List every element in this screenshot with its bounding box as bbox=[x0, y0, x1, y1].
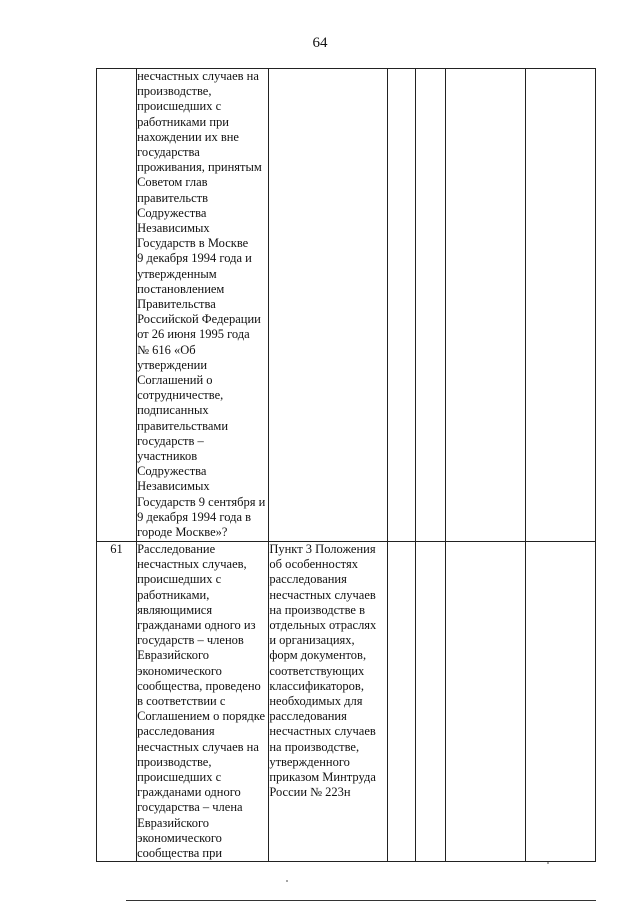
question-text-line: нахождении их вне bbox=[137, 129, 239, 144]
legal-reference-line: несчастных случаев bbox=[269, 587, 376, 602]
note-cell bbox=[525, 542, 595, 862]
question-text-line: Независимых bbox=[137, 221, 210, 236]
question-text-line: правительств bbox=[137, 190, 209, 205]
legal-reference-cell bbox=[269, 542, 387, 862]
question-text-line: работниками, bbox=[137, 587, 210, 602]
question-text-line: экономического bbox=[137, 830, 222, 845]
legal-reference-line: отдельных отраслях bbox=[269, 618, 377, 633]
question-text-line: государств – bbox=[137, 433, 204, 448]
legal-reference-line: на производстве в bbox=[269, 602, 365, 617]
question-text-line: гражданами одного из bbox=[137, 618, 256, 633]
legal-reference-line: соответствующих bbox=[269, 663, 365, 678]
question-text-line: несчастных случаев на bbox=[137, 69, 259, 83]
legal-reference-line: расследования bbox=[269, 572, 347, 587]
question-text-line: Евразийского bbox=[137, 815, 210, 830]
legal-reference-line: России № 223н bbox=[269, 785, 351, 800]
legal-reference-cell bbox=[269, 69, 387, 542]
question-text-line: Соглашением о порядке bbox=[137, 709, 266, 724]
legal-reference-line: и организациях, bbox=[269, 633, 355, 648]
question-text-line: происшедших с bbox=[137, 572, 222, 587]
page-number: 64 bbox=[312, 35, 328, 51]
answer-not-applicable-cell bbox=[445, 542, 525, 862]
legal-reference-line: утвержденного bbox=[269, 754, 350, 769]
question-text-line: в соответствии с bbox=[137, 694, 226, 709]
question-text-line: 9 декабря 1994 года в bbox=[137, 509, 252, 524]
question-text-line: несчастных случаев, bbox=[137, 557, 247, 572]
question-text-line: утвержденным bbox=[137, 266, 217, 281]
question-text-line: происшедших с bbox=[137, 99, 222, 114]
question-cell bbox=[137, 69, 269, 542]
question-text-line: сообщества при bbox=[137, 846, 223, 861]
row-number-cell bbox=[97, 69, 137, 542]
question-text-line: Расследование bbox=[137, 542, 216, 556]
legal-reference-line: расследования bbox=[269, 709, 347, 724]
legal-reference-line: об особенностях bbox=[269, 557, 358, 572]
legal-reference-line: Пункт 3 Положения bbox=[269, 542, 376, 556]
answer-not-applicable-cell bbox=[445, 69, 525, 542]
question-text-line: Правительства bbox=[137, 297, 216, 312]
question-text-line: Содружества bbox=[137, 464, 207, 479]
question-text-line: работниками при bbox=[137, 114, 229, 129]
question-text-line: от 26 июня 1995 года bbox=[137, 327, 250, 342]
question-text-line: 9 декабря 1994 года и bbox=[137, 251, 252, 266]
question-text-line: правительствами bbox=[137, 418, 229, 433]
question-text-line: утверждении bbox=[137, 357, 208, 372]
question-text-line: постановлением bbox=[137, 281, 225, 296]
scan-speck bbox=[286, 880, 288, 882]
question-text-line: несчастных случаев на bbox=[137, 739, 259, 754]
question-text-line: государств – членов bbox=[137, 633, 244, 648]
question-text-line: № 616 «Об bbox=[137, 342, 196, 357]
question-cell bbox=[137, 542, 269, 862]
checklist-table bbox=[96, 68, 596, 862]
question-text-line: экономического bbox=[137, 663, 222, 678]
question-text-line: Российской Федерации bbox=[137, 312, 261, 327]
question-text-line: городе Москве»? bbox=[137, 525, 228, 540]
legal-reference-line: форм документов, bbox=[269, 648, 367, 663]
legal-reference-line: классификаторов, bbox=[269, 678, 364, 693]
question-text-line: сотрудничестве, bbox=[137, 388, 224, 403]
question-text-line: подписанных bbox=[137, 403, 209, 418]
answer-yes-cell bbox=[387, 542, 415, 862]
table-row bbox=[97, 69, 596, 542]
page-bottom-rule bbox=[126, 900, 596, 901]
question-text-line: Советом глав bbox=[137, 175, 208, 190]
question-text-line: расследования bbox=[137, 724, 215, 739]
answer-yes-cell bbox=[387, 69, 415, 542]
question-text-line: производстве, bbox=[137, 754, 212, 769]
note-cell bbox=[525, 69, 595, 542]
legal-reference-line: на производстве, bbox=[269, 739, 360, 754]
question-text-line: Независимых bbox=[137, 479, 210, 494]
row-number-cell: 61 bbox=[97, 542, 137, 862]
question-text-line: происшедших с bbox=[137, 770, 222, 785]
question-text-line: Содружества bbox=[137, 205, 207, 220]
question-text-line: государства bbox=[137, 145, 200, 160]
question-text-line: производстве, bbox=[137, 84, 212, 99]
question-text-line: гражданами одного bbox=[137, 785, 241, 800]
question-text-line: Соглашений о bbox=[137, 373, 213, 388]
legal-reference-line: несчастных случаев bbox=[269, 724, 376, 739]
question-text-line: Евразийского bbox=[137, 648, 210, 663]
question-text-line: сообщества, проведено bbox=[137, 678, 261, 693]
question-text-line: являющимися bbox=[137, 602, 213, 617]
question-text-line: государства – члена bbox=[137, 800, 243, 815]
legal-reference-line: приказом Минтруда bbox=[269, 770, 376, 785]
table-row bbox=[97, 542, 596, 862]
answer-no-cell bbox=[415, 542, 445, 862]
legal-reference-line: необходимых для bbox=[269, 694, 363, 709]
question-text-line: Государств в Москве bbox=[137, 236, 249, 251]
question-text-line: участников bbox=[137, 449, 198, 464]
answer-no-cell bbox=[415, 69, 445, 542]
question-text-line: Государств 9 сентября и bbox=[137, 494, 266, 509]
scan-speck bbox=[547, 862, 549, 864]
question-text-line: проживания, принятым bbox=[137, 160, 262, 175]
